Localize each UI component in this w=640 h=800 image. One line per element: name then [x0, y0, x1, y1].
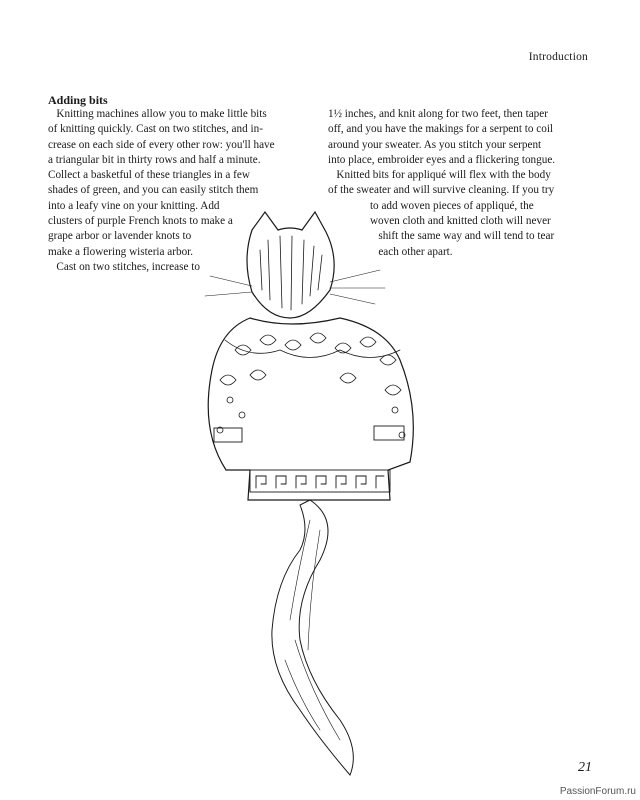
cat-tail [272, 500, 353, 775]
page-number: 21 [578, 760, 592, 775]
text-line: into place, embroider eyes and a flickering tongue. [328, 153, 556, 166]
running-head: Introduction [528, 51, 588, 63]
sweater [208, 318, 413, 500]
watermark: PassionForum.ru [559, 786, 636, 797]
text-line: around your sweater. As you stitch your serpent [328, 138, 542, 151]
text-line: into a leafy vine on your knitting. Add [48, 199, 220, 212]
text-line: each other apart. [328, 245, 453, 258]
text-line: 1½ inches, and knit along for two feet, then taper [328, 108, 548, 120]
text-line: shift the same way and will tend to tear [328, 230, 555, 243]
section-title: Adding bits [48, 93, 108, 107]
text-line: Cast on two stitches, increase to [48, 260, 200, 273]
text-line: of knitting quickly. Cast on two stitches, and in- [48, 123, 263, 136]
text-line: Knitting machines allow you to make little bits [48, 108, 267, 120]
text-line: woven cloth and knitted cloth will never [328, 215, 551, 228]
text-line: make a flowering wisteria arbor. [48, 245, 194, 258]
text-line: off, and you have the makings for a serpent to coil [328, 123, 554, 136]
text-line: shades of green, and you can easily stitch them [48, 184, 259, 197]
text-line: Knitted bits for appliqué will flex with the body [328, 169, 551, 182]
text-line: a triangular bit in thirty rows and half a minute. [48, 153, 261, 166]
text-line: crease on each side of every other row: you'll have [48, 138, 275, 151]
text-line: to add woven pieces of appliqué, the [328, 199, 534, 212]
text-line: grape arbor or lavender knots to [48, 230, 192, 243]
text-line: clusters of purple French knots to make a [48, 215, 233, 228]
text-line: of the sweater and will survive cleaning. If you try [328, 184, 555, 197]
text-line: Collect a basketful of these triangles in a few [48, 169, 250, 182]
cat-in-sweater-illustration [190, 200, 420, 780]
